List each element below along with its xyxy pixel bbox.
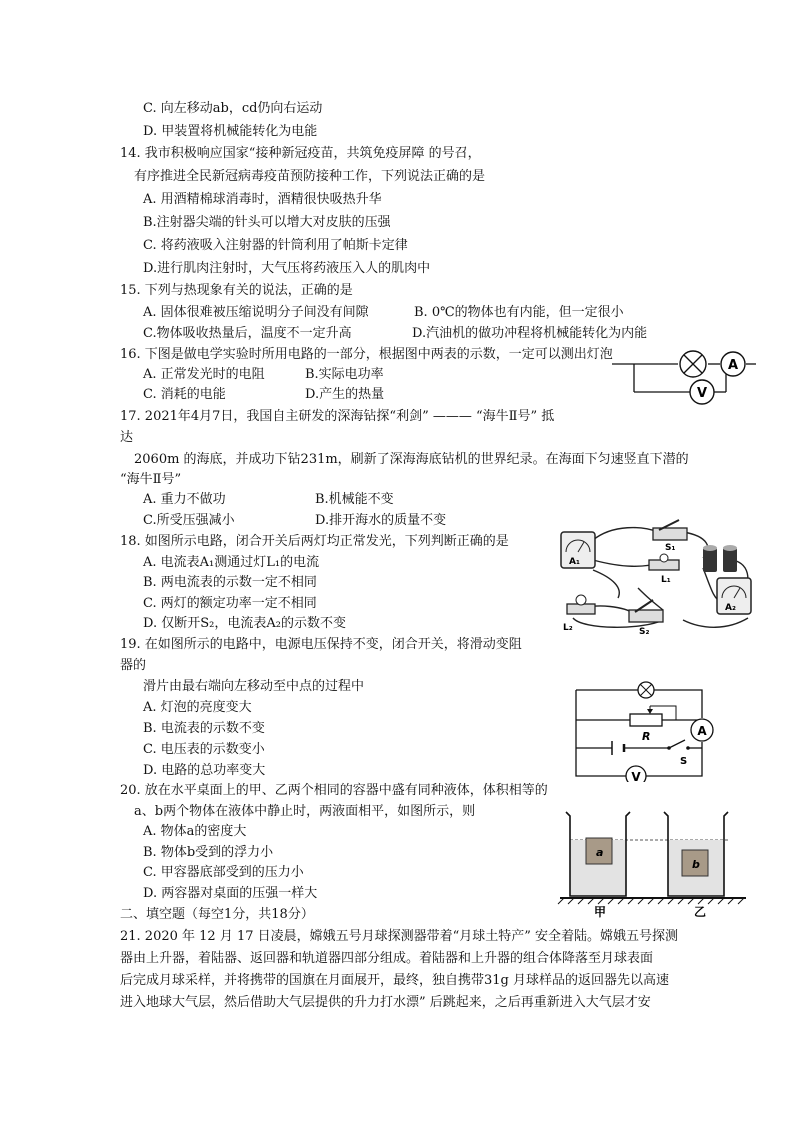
q16-circuit-figure: [608, 346, 758, 408]
label-a2: A₂: [725, 603, 736, 613]
q17-stem-line4: “海牛Ⅱ号”: [120, 472, 182, 487]
q17-stem-line1: 17. 2021年4月7日，我国自主研发的深海钻探“利剑” ——— “海牛Ⅱ号” 抵: [120, 409, 555, 424]
q14-stem-line1: 14. 我市积极响应国家“接种新冠疫苗，共筑免疫屏障 的号召，: [120, 146, 481, 161]
q19-option-a: A. 灯泡的亮度变大: [143, 700, 252, 715]
label-s2: S₂: [639, 627, 650, 637]
q17-option-d: D.排开海水的质量不变: [315, 513, 447, 528]
label-v: V: [631, 770, 641, 782]
voltmeter-icon: [690, 380, 714, 404]
q14-option-a: A. 用酒精棉球消毒时，酒精很快吸热升华: [143, 192, 382, 207]
ammeter-icon: [691, 719, 713, 741]
q19-stem-line1: 19. 在如图所示的电路中，电源电压保持不变，闭合开关，将滑动变阻: [120, 637, 522, 652]
switch-icon: [667, 740, 690, 767]
q15-option-b: B. 0℃的物体也有内能，但一定很小: [414, 305, 624, 320]
label-l2: L₂: [563, 623, 573, 633]
q13-option-d: D. 甲装置将机械能转化为电能: [143, 124, 318, 139]
label-l1: L₁: [661, 575, 671, 585]
q16-option-b: B.实际电功率: [305, 367, 384, 382]
lamp-l2-icon: [563, 595, 595, 633]
q14-option-d: D.进行肌肉注射时，大气压将药液压入人的肌肉中: [143, 261, 431, 276]
q20-option-d: D. 两容器对桌面的压强一样大: [143, 886, 318, 901]
q19-stem-line3: 滑片由最右端向左移动至中点的过程中: [143, 679, 365, 694]
ammeter-icon: [721, 352, 745, 376]
q15-stem: 15. 下列与热现象有关的说法，正确的是: [120, 283, 353, 298]
q20-option-b: B. 物体b受到的浮力小: [143, 845, 274, 860]
q19-circuit-figure: [568, 680, 728, 782]
ammeter-a2-icon: [717, 578, 751, 614]
q20-stem-line2: a、b两个物体在液体中静止时，两液面相平，如图所示，则: [134, 804, 476, 819]
q20-containers-figure: [556, 806, 756, 918]
q15-option-d: D.汽油机的做功冲程将机械能转化为内能: [412, 326, 648, 341]
label-r: R: [642, 730, 651, 743]
q20-option-c: C. 甲容器底部受到的压力小: [143, 865, 304, 880]
q17-option-c: C.所受压强减小: [143, 513, 235, 528]
q21-line1: 21. 2020 年 12 月 17 日凌晨，嫦娥五号月球探测器带着“月球土特产” 安全着陆。嫦娥五号探测: [120, 929, 679, 944]
q15-option-a: A. 固体很难被压缩说明分子间没有间隙: [143, 305, 369, 320]
q17-stem-line2: 达: [120, 430, 134, 445]
lamp-icon: [638, 682, 654, 698]
label-s1: S₁: [665, 543, 676, 553]
lamp-icon: [680, 351, 706, 377]
q16-stem: 16. 下图是做电学实验时所用电路的一部分，根据图中两表的示数，一定可以测出灯泡: [120, 347, 613, 362]
q19-option-c: C. 电压表的示数变小: [143, 742, 265, 757]
q19-option-d: D. 电路的总功率变大: [143, 763, 266, 778]
q14-option-c: C. 将药液吸入注射器的针筒利用了帕斯卡定律: [143, 238, 408, 253]
battery-icon: [703, 545, 737, 572]
voltmeter-label: V: [696, 386, 708, 401]
q18-option-a: A. 电流表A₁测通过灯L₁的电流: [143, 555, 320, 570]
q15-option-c: C.物体吸收热量后，温度不一定升高: [143, 326, 352, 341]
label-a: A: [697, 724, 707, 738]
label-jia: 甲: [594, 905, 607, 918]
label-s: S: [680, 756, 688, 767]
q18-option-d: D. 仅断开S₂，电流表A₂的示数不变: [143, 616, 346, 631]
q21-line4: 进入地球大气层，然后借助大气层提供的升力打水漂” 后跳起来，之后再重新进入大气层才安: [120, 995, 651, 1010]
container-yi: [664, 812, 728, 896]
container-jia: [566, 812, 630, 896]
q20-option-a: A. 物体a的密度大: [143, 824, 247, 839]
q14-stem-line2: 有序推进全民新冠病毒疫苗预防接种工作，下列说法正确的是: [134, 169, 486, 184]
label-a: a: [596, 846, 604, 859]
label-b: b: [692, 858, 700, 871]
q20-stem-line1: 20. 放在水平桌面上的甲、乙两个相同的容器中盛有同种液体，体积相等的: [120, 783, 548, 798]
q17-stem-line3: 2060m 的海底，并成功下钻231m，刷新了深海海底钻机的世界纪录。在海面下匀速竖直下潜的: [134, 452, 689, 467]
q16-option-c: C. 消耗的电能: [143, 387, 226, 402]
battery-icon: [612, 741, 624, 755]
q16-option-d: D.产生的热量: [305, 387, 385, 402]
label-yi: 乙: [694, 905, 707, 918]
q17-option-a: A. 重力不做功: [143, 492, 226, 507]
q18-stem: 18. 如图所示电路，闭合开关后两灯均正常发光，下列判断正确的是: [120, 534, 509, 549]
voltmeter-icon: [626, 766, 646, 782]
section-2-heading: 二、填空题（每空1分，共18分）: [120, 907, 314, 922]
q21-line2: 器由上升器，着陆器、返回器和轨道器四部分组成。着陆器和上升器的组合体降落至月球表面: [120, 951, 654, 966]
q13-option-c: C. 向左移动ab，cd仍向右运动: [143, 101, 323, 116]
q19-stem-line2: 器的: [120, 658, 147, 673]
q17-option-b: B.机械能不变: [315, 492, 394, 507]
q14-option-b: B.注射器尖端的针头可以增大对皮肤的压强: [143, 215, 391, 230]
ammeter-a1-icon: [561, 532, 595, 568]
q18-option-b: B. 两电流表的示数一定不相同: [143, 575, 317, 590]
switch-s1-icon: [653, 520, 687, 553]
q18-option-c: C. 两灯的额定功率一定不相同: [143, 596, 317, 611]
q16-option-a: A. 正常发光时的电阻: [143, 367, 265, 382]
q19-option-b: B. 电流表的示数不变: [143, 721, 265, 736]
q21-line3: 后完成月球采样，并将携带的国旗在月面展开，最终，独自携带31g 月球样品的返回器先以高速: [120, 973, 669, 988]
rheostat-icon: [630, 706, 676, 743]
q18-circuit-photo: [553, 518, 758, 640]
lamp-l1-icon: [649, 554, 679, 585]
ammeter-label: A: [727, 358, 739, 373]
label-a1: A₁: [569, 557, 580, 567]
